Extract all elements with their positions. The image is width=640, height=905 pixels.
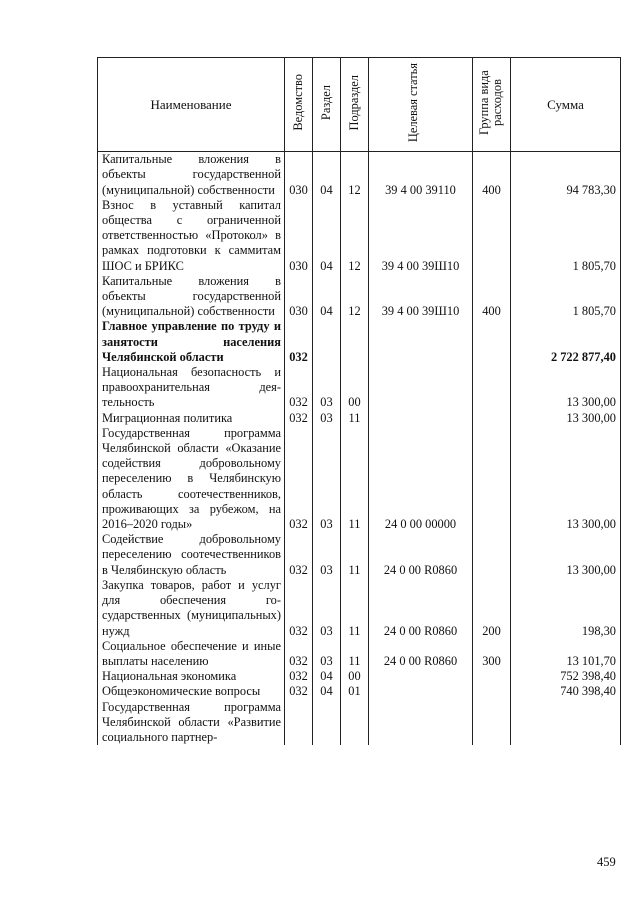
column-header-razdel: Раздел <box>313 58 341 152</box>
cell-podrazdel <box>341 700 369 746</box>
cell-summa: 2 722 877,40 <box>511 319 621 365</box>
table-row <box>98 532 621 578</box>
cell-gruppa <box>473 669 511 684</box>
column-header-gruppa: Группа вида расходов <box>473 58 511 152</box>
cell-podrazdel: 11 <box>341 578 369 639</box>
cell-vedomstvo: 032 <box>285 669 313 684</box>
cell-summa: 13 101,70 <box>511 639 621 669</box>
cell-vedomstvo: 032 <box>285 639 313 669</box>
cell-razdel: 04 <box>313 152 341 198</box>
table-row <box>98 319 621 365</box>
cell-celevaya <box>369 319 473 365</box>
table-header <box>98 58 621 152</box>
table-row <box>98 639 621 669</box>
cell-gruppa: 200 <box>473 578 511 639</box>
budget-table <box>97 57 621 745</box>
cell-podrazdel <box>341 319 369 365</box>
cell-summa: 13 300,00 <box>511 532 621 578</box>
cell-podrazdel: 11 <box>341 426 369 532</box>
cell-razdel: 04 <box>313 274 341 320</box>
cell-name: Главное управление по труду и занятости населения Челябинской области <box>98 319 285 365</box>
cell-summa: 198,30 <box>511 578 621 639</box>
cell-vedomstvo: 032 <box>285 365 313 411</box>
cell-celevaya: 39 4 00 39Ш10 <box>369 274 473 320</box>
cell-celevaya <box>369 411 473 426</box>
table-row <box>98 669 621 684</box>
cell-podrazdel: 11 <box>341 639 369 669</box>
table-row <box>98 152 621 198</box>
cell-razdel <box>313 319 341 365</box>
cell-name: Государственная программа Челябинской области «Оказание содействия добровольному переселению в Челябинскую область соотечественников, проживающих за рубежом, на 2016–2020 годы» <box>98 426 285 532</box>
cell-razdel: 03 <box>313 365 341 411</box>
table-row <box>98 274 621 320</box>
table-body <box>98 152 621 745</box>
cell-vedomstvo: 030 <box>285 152 313 198</box>
cell-vedomstvo: 032 <box>285 411 313 426</box>
cell-vedomstvo: 032 <box>285 319 313 365</box>
table-row <box>98 684 621 699</box>
cell-name: Закупка товаров, работ и услуг для обеспечения государственных (муниципальных) нужд <box>98 578 285 639</box>
cell-gruppa <box>473 319 511 365</box>
table-row <box>98 411 621 426</box>
cell-summa: 752 398,40 <box>511 669 621 684</box>
cell-gruppa <box>473 700 511 746</box>
cell-vedomstvo: 030 <box>285 198 313 274</box>
cell-podrazdel: 01 <box>341 684 369 699</box>
column-header-name: Наименование <box>98 58 285 152</box>
cell-name: Миграционная политика <box>98 411 285 426</box>
cell-vedomstvo: 032 <box>285 684 313 699</box>
cell-gruppa: 400 <box>473 152 511 198</box>
cell-celevaya <box>369 669 473 684</box>
column-header-vedomstvo: Ведомство <box>285 58 313 152</box>
cell-name: Национальная безопасность и правоохранительная деятельность <box>98 365 285 411</box>
cell-name: Национальная экономика <box>98 669 285 684</box>
cell-vedomstvo: 032 <box>285 532 313 578</box>
column-header-celevaya: Целевая статья <box>369 58 473 152</box>
cell-razdel: 03 <box>313 578 341 639</box>
cell-razdel: 03 <box>313 639 341 669</box>
cell-celevaya: 39 4 00 39Ш10 <box>369 198 473 274</box>
cell-name: Содействие добровольному переселению соотечественников в Челябинскую область <box>98 532 285 578</box>
cell-vedomstvo: 030 <box>285 274 313 320</box>
cell-name: Взнос в уставный капитал общества с ограниченной ответственностью «Протокол» в рамках подготовки к саммитам ШОС и БРИКС <box>98 198 285 274</box>
cell-name: Капитальные вложения в объекты государственной (муниципальной) собственности <box>98 152 285 198</box>
cell-gruppa <box>473 532 511 578</box>
cell-name: Государственная программа Челябинской области «Развитие социального партнер- <box>98 700 285 746</box>
table-row <box>98 365 621 411</box>
cell-vedomstvo <box>285 700 313 746</box>
cell-summa: 740 398,40 <box>511 684 621 699</box>
cell-celevaya <box>369 700 473 746</box>
column-header-podrazdel: Подраздел <box>341 58 369 152</box>
cell-summa: 13 300,00 <box>511 426 621 532</box>
table-row <box>98 198 621 274</box>
cell-podrazdel: 12 <box>341 274 369 320</box>
column-header-summa: Сумма <box>511 58 621 152</box>
cell-razdel: 04 <box>313 198 341 274</box>
cell-razdel: 04 <box>313 684 341 699</box>
cell-razdel: 03 <box>313 426 341 532</box>
page-number: 459 <box>597 855 616 869</box>
cell-podrazdel: 11 <box>341 532 369 578</box>
table-row <box>98 700 621 746</box>
cell-name: Социальное обеспечение и иные выплаты населению <box>98 639 285 669</box>
cell-name: Капитальные вложения в объекты государственной (муниципальной) собственности <box>98 274 285 320</box>
cell-gruppa: 300 <box>473 639 511 669</box>
cell-podrazdel: 00 <box>341 669 369 684</box>
cell-podrazdel: 12 <box>341 152 369 198</box>
cell-celevaya <box>369 365 473 411</box>
cell-celevaya: 24 0 00 00000 <box>369 426 473 532</box>
cell-vedomstvo: 032 <box>285 426 313 532</box>
table-row <box>98 426 621 532</box>
cell-summa: 1 805,70 <box>511 198 621 274</box>
cell-summa: 94 783,30 <box>511 152 621 198</box>
cell-summa <box>511 700 621 746</box>
cell-celevaya <box>369 684 473 699</box>
table-row <box>98 578 621 639</box>
cell-razdel: 03 <box>313 532 341 578</box>
cell-celevaya: 24 0 00 R0860 <box>369 639 473 669</box>
cell-razdel: 04 <box>313 669 341 684</box>
cell-gruppa <box>473 684 511 699</box>
cell-summa: 1 805,70 <box>511 274 621 320</box>
cell-name: Общеэкономические вопросы <box>98 684 285 699</box>
cell-summa: 13 300,00 <box>511 411 621 426</box>
cell-gruppa <box>473 411 511 426</box>
cell-razdel <box>313 700 341 746</box>
cell-podrazdel: 12 <box>341 198 369 274</box>
cell-gruppa <box>473 426 511 532</box>
cell-gruppa <box>473 365 511 411</box>
cell-gruppa: 400 <box>473 274 511 320</box>
cell-vedomstvo: 032 <box>285 578 313 639</box>
cell-razdel: 03 <box>313 411 341 426</box>
cell-podrazdel: 00 <box>341 365 369 411</box>
cell-celevaya: 24 0 00 R0860 <box>369 532 473 578</box>
cell-gruppa <box>473 198 511 274</box>
cell-celevaya: 39 4 00 39110 <box>369 152 473 198</box>
cell-celevaya: 24 0 00 R0860 <box>369 578 473 639</box>
cell-podrazdel: 11 <box>341 411 369 426</box>
cell-summa: 13 300,00 <box>511 365 621 411</box>
